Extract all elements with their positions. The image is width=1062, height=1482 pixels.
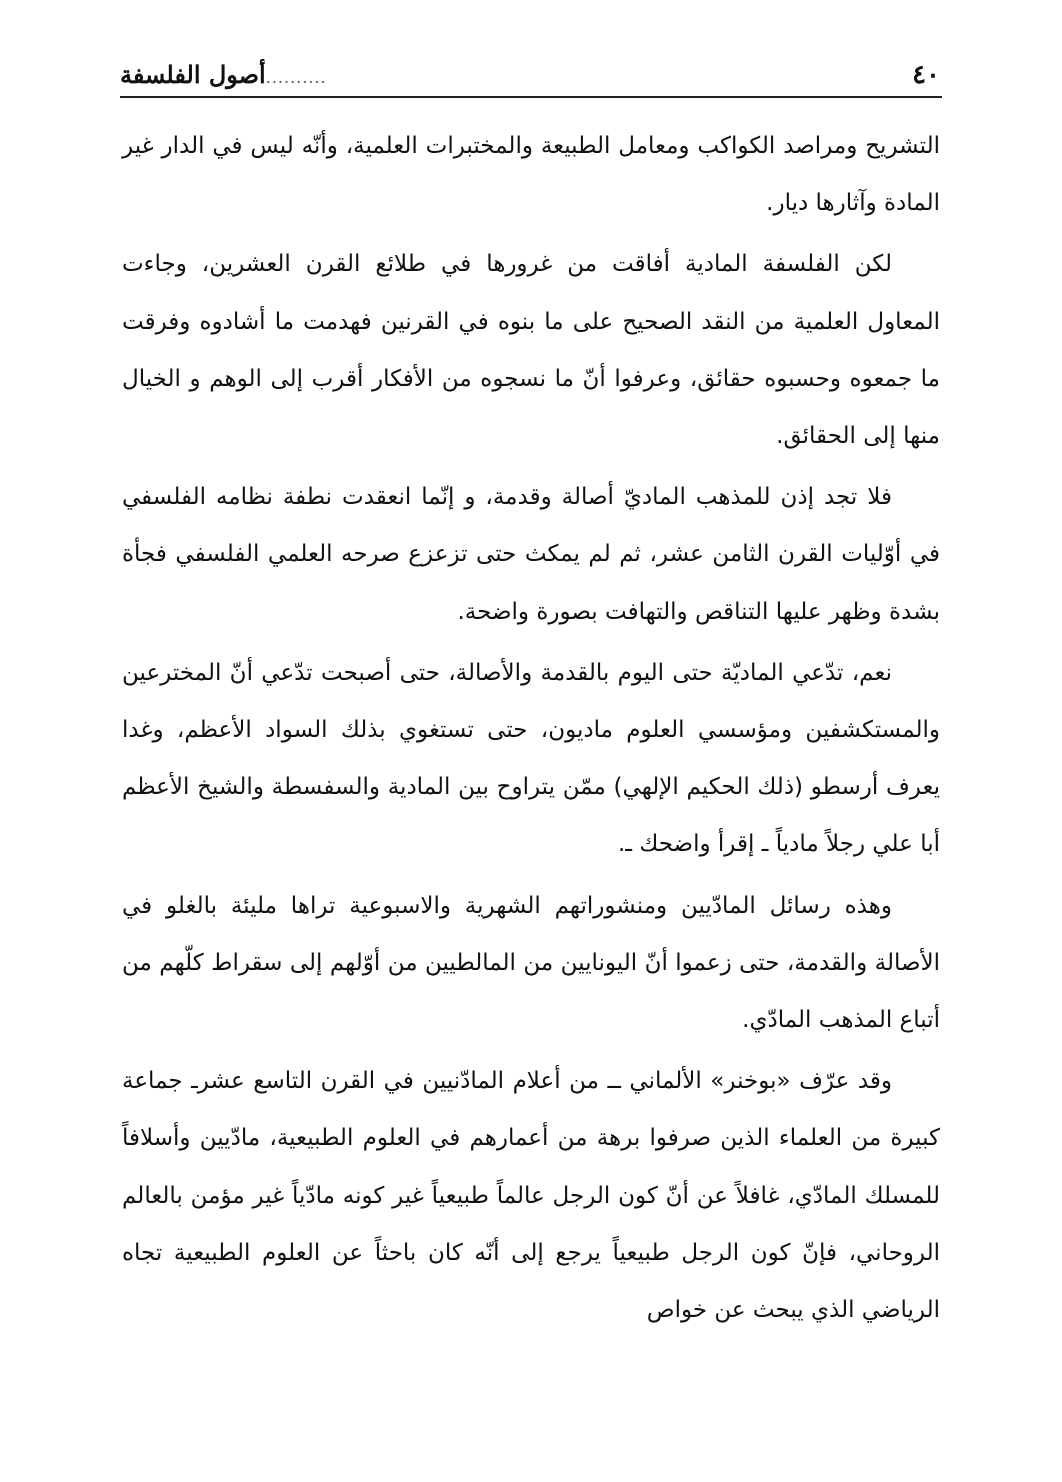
paragraph: وقد عرّف «بوخنر» الألماني ــ من أعلام المادّنيين في القرن التاسع عشرـ جماعة كبيرة من العلماء الذين صرفوا برهة من أعمارهم في العلوم الطبيعية، مادّيين وأسلافاً للمسلك المادّي، غافلاً عن أنّ كون الرجل عالماً طبيعياً غير كونه مادّياً غير مؤمن بالعالم الروحاني، فإنّ كون الرجل طبيعياً يرجع إلى أنّه كان باحثاً عن العلوم الطبيعية تجاه الرياضي الذي يبحث عن خواص xyxy=(122,1068,940,1324)
paragraph: لكن الفلسفة المادية أفاقت من غرورها في طلائع القرن العشرين، وجاءت المعاول العلمية من النقد الصحيح على ما بنوه في القرنين فهدمت ما أشادوه وفرقت ما جمعوه وحسبوه حقائق، وعرفوا أنّ ما نسجوه من الأفكار أقرب إلى الوهم و الخيال منها إلى الحقائق. xyxy=(122,251,940,450)
running-title xyxy=(120,60,333,89)
page-number: ٤٠ xyxy=(912,60,940,90)
paragraph: فلا تجد إذن للمذهب الماديّ أصالة وقدمة، و إنّما انعقدت نطفة نظامه الفلسفي في أوّليات القرن الثامن عشر، ثم لم يمكث حتى تزعزع صرحه العلمي الفلسفي فجأة بشدة وظهر عليها التناقص والتهافت بصورة واضحة. xyxy=(122,484,940,625)
paragraph: التشريح ومراصد الكواكب ومعامل الطبيعة والمختبرات العلمية، وأنّه ليس في الدار غير المادة وآثارها ديار. xyxy=(122,133,940,217)
header-rule xyxy=(120,96,942,98)
body-text xyxy=(122,118,940,1343)
paragraph: نعم، تدّعي الماديّة حتى اليوم بالقدمة والأصالة، حتى أصبحت تدّعي أنّ المخترعين والمستكشفين ومؤسسي العلوم ماديون، حتى تستغوي بذلك السواد الأعظم، وغدا يعرف أرسطو (ذلك الحكيم الإلهي) ممّن يتراوح بين المادية والسفسطة والشيخ الأعظم أبا علي رجلاً مادياً ـ إقرأ واضحك ـ. xyxy=(122,659,940,858)
running-title-text: أصول الفلسفة xyxy=(120,60,266,89)
paragraph: وهذه رسائل المادّيين ومنشوراتهم الشهرية والاسبوعية تراها مليئة بالغلو في الأصالة والقدمة، حتى زعموا أنّ اليونايين من المالطيين من أوّلهم إلى سقراط كلّهم من أتباع المذهب المادّي. xyxy=(122,892,940,1034)
leader-dots: .......... xyxy=(265,68,327,87)
